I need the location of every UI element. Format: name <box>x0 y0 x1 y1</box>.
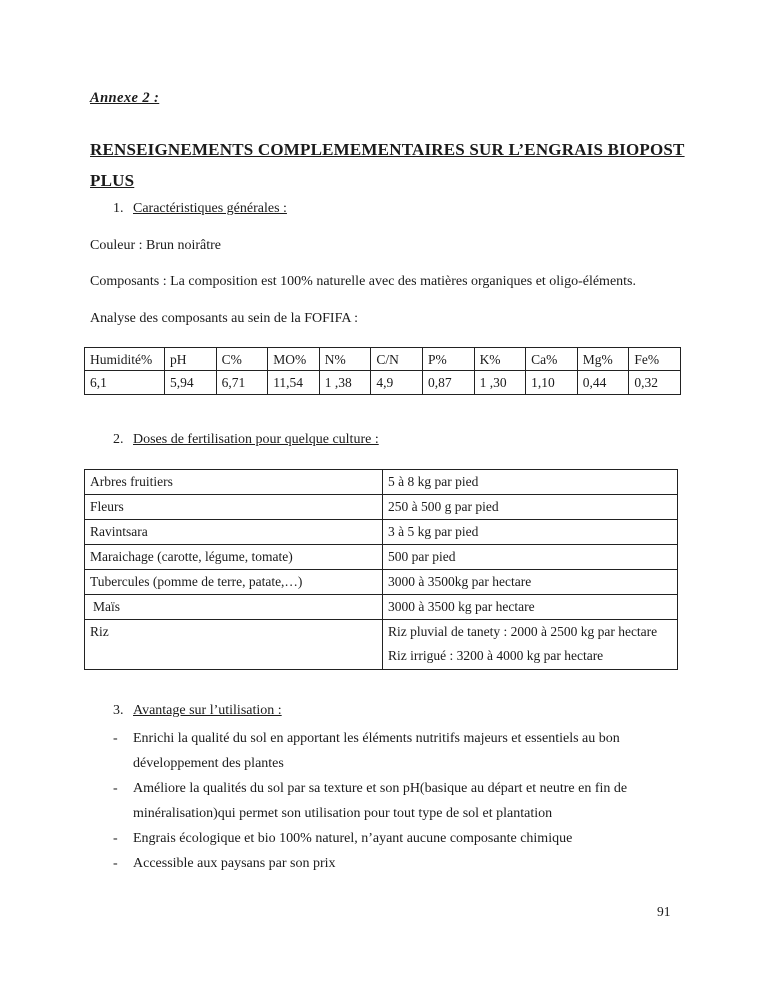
dose-table-row <box>85 595 678 620</box>
list-item-text: Enrichi la qualité du sol en apportant les éléments nutritifs majeurs et essentiels au bon développement des plantes <box>133 731 620 771</box>
analysis-header-cell: N% <box>319 348 371 371</box>
list-item-text: Accessible aux paysans par son prix <box>133 856 336 871</box>
analysis-header-cell: Ca% <box>526 348 578 371</box>
composants-paragraph: Composants : La composition est 100% naturelle avec des matières organiques et oligo-éléments. <box>90 274 636 289</box>
document-title-line-2: PLUS <box>90 171 135 190</box>
dose-table-row <box>85 620 678 670</box>
section-2-number: 2. <box>113 432 124 447</box>
analysis-header-cell: K% <box>474 348 526 371</box>
document-title-line-1: RENSEIGNEMENTS COMPLEMEMENTAIRES SUR L’ENGRAIS BIOPOST <box>90 140 685 159</box>
section-2-heading <box>113 432 379 448</box>
dose-cell: 500 par pied <box>383 545 678 570</box>
analysis-header-cell: pH <box>165 348 217 371</box>
couleur-paragraph: Couleur : Brun noirâtre <box>90 238 222 253</box>
analysis-table-header-row <box>85 348 681 371</box>
culture-cell: Fleurs <box>85 495 383 520</box>
bullet-marker: - <box>113 856 118 871</box>
list-item <box>113 851 675 876</box>
culture-cell: Tubercules (pomme de terre, patate,…) <box>85 570 383 595</box>
dose-table-row <box>85 545 678 570</box>
dose-cell: 3000 à 3500kg par hectare <box>383 570 678 595</box>
analysis-value-cell: 6,1 <box>85 371 165 395</box>
dose-table-row <box>85 470 678 495</box>
dose-table-row <box>85 495 678 520</box>
analysis-header-cell: Fe% <box>629 348 681 371</box>
dose-cell: 250 à 500 g par pied <box>383 495 678 520</box>
section-1-heading-text: Caractéristiques générales : <box>133 201 287 216</box>
analysis-header-cell: P% <box>422 348 474 371</box>
dose-cell: 3 à 5 kg par pied <box>383 520 678 545</box>
analysis-value-cell: 6,71 <box>216 371 268 395</box>
dose-table-row <box>85 520 678 545</box>
bullet-marker: - <box>113 831 118 846</box>
page-number: 91 <box>657 904 671 919</box>
culture-cell: Arbres fruitiers <box>85 470 383 495</box>
culture-cell: Ravintsara <box>85 520 383 545</box>
analysis-value-cell: 11,54 <box>268 371 320 395</box>
list-item <box>113 826 675 851</box>
dose-cell: 3000 à 3500 kg par hectare <box>383 595 678 620</box>
annexe-label: Annexe 2 : <box>90 90 160 106</box>
analysis-value-cell: 5,94 <box>165 371 217 395</box>
analysis-value-cell: 0,44 <box>577 371 629 395</box>
analysis-header-cell: MO% <box>268 348 320 371</box>
analysis-value-cell: 0,32 <box>629 371 681 395</box>
culture-cell: Riz <box>85 620 383 670</box>
culture-cell: Maraichage (carotte, légume, tomate) <box>85 545 383 570</box>
dose-cell: 5 à 8 kg par pied <box>383 470 678 495</box>
bullet-marker: - <box>113 731 118 746</box>
section-2-heading-text: Doses de fertilisation pour quelque culture : <box>133 432 379 447</box>
analysis-value-cell: 1 ,38 <box>319 371 371 395</box>
dose-line-2: Riz irrigué : 3200 à 4000 kg par hectare <box>388 648 604 663</box>
dose-line-1: Riz pluvial de tanety : 2000 à 2500 kg par hectare <box>388 624 658 639</box>
dose-cell <box>383 620 678 670</box>
analysis-table <box>84 347 681 395</box>
analysis-header-cell: Humidité% <box>85 348 165 371</box>
list-item <box>113 776 675 826</box>
list-item <box>113 726 675 776</box>
section-3-heading-text: Avantage sur l’utilisation : <box>133 703 282 718</box>
list-item-text: Améliore la qualités du sol par sa texture et son pH(basique au départ et neutre en fin de minéralisation)qui permet son utilisation pour tout type de sol et plantation <box>133 781 628 821</box>
dose-table <box>84 469 678 670</box>
analysis-value-cell: 1 ,30 <box>474 371 526 395</box>
section-3-number: 3. <box>113 703 124 718</box>
section-1-heading <box>113 201 287 217</box>
analysis-header-cell: C% <box>216 348 268 371</box>
list-item-text: Engrais écologique et bio 100% naturel, n’ayant aucune composante chimique <box>133 831 573 846</box>
analysis-header-cell: C/N <box>371 348 423 371</box>
section-1-number: 1. <box>113 201 124 216</box>
analysis-value-cell: 1,10 <box>526 371 578 395</box>
analysis-value-cell: 4,9 <box>371 371 423 395</box>
analysis-table-value-row <box>85 371 681 395</box>
section-3-heading <box>113 703 282 719</box>
bullet-marker: - <box>113 781 118 796</box>
analysis-value-cell: 0,87 <box>422 371 474 395</box>
analysis-header-cell: Mg% <box>577 348 629 371</box>
culture-cell: Maïs <box>85 595 383 620</box>
dose-table-row <box>85 570 678 595</box>
advantages-list <box>113 726 675 876</box>
analyse-paragraph: Analyse des composants au sein de la FOFIFA : <box>90 311 359 326</box>
